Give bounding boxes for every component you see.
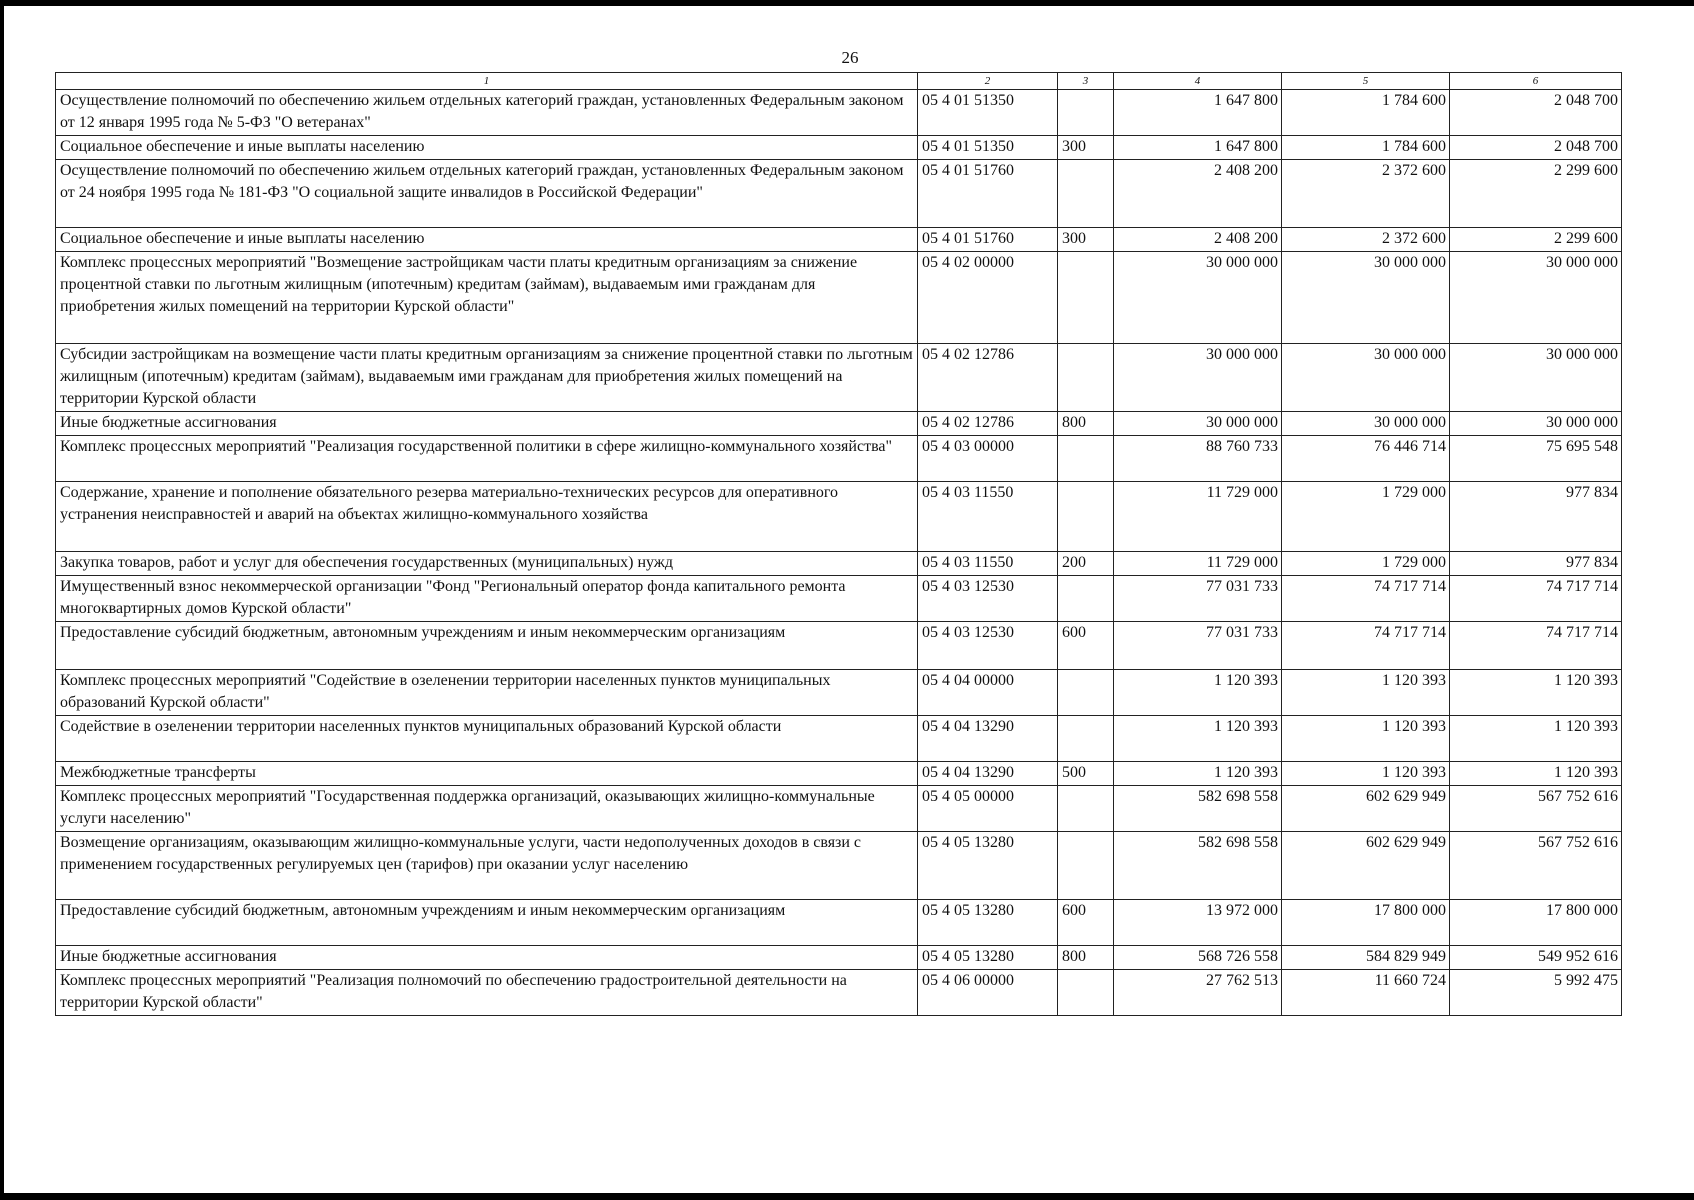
table-row — [56, 228, 1622, 252]
row-value-2: 74 717 714 — [1282, 622, 1450, 670]
row-name: Комплекс процессных мероприятий "Государственная поддержка организаций, оказывающих жилищно-коммунальные услуги населению" — [56, 786, 918, 832]
row-expense-type — [1058, 576, 1114, 622]
row-code: 05 4 05 13280 — [918, 900, 1058, 946]
row-value-3: 30 000 000 — [1450, 412, 1622, 436]
row-expense-type: 200 — [1058, 552, 1114, 576]
column-header: 1 — [56, 73, 918, 90]
row-value-1: 88 760 733 — [1114, 436, 1282, 482]
row-value-1: 568 726 558 — [1114, 946, 1282, 970]
row-value-2: 30 000 000 — [1282, 344, 1450, 412]
row-name: Возмещение организациям, оказывающим жилищно-коммунальные услуги, части недополученных доходов в связи с применением государственных регулируемых цен (тарифов) при оказании услуг населению — [56, 832, 918, 900]
row-value-3: 5 992 475 — [1450, 970, 1622, 1016]
row-value-1: 1 647 800 — [1114, 90, 1282, 136]
row-value-2: 2 372 600 — [1282, 228, 1450, 252]
row-value-3: 567 752 616 — [1450, 832, 1622, 900]
row-value-2: 2 372 600 — [1282, 160, 1450, 228]
row-value-3: 1 120 393 — [1450, 670, 1622, 716]
row-value-2: 30 000 000 — [1282, 252, 1450, 344]
column-header: 6 — [1450, 73, 1622, 90]
row-value-3: 2 299 600 — [1450, 228, 1622, 252]
table-row — [56, 482, 1622, 552]
row-value-1: 582 698 558 — [1114, 786, 1282, 832]
table-row — [56, 716, 1622, 762]
row-code: 05 4 03 12530 — [918, 622, 1058, 670]
page-number: 26 — [841, 48, 859, 67]
row-code: 05 4 02 12786 — [918, 412, 1058, 436]
row-code: 05 4 03 00000 — [918, 436, 1058, 482]
row-value-3: 549 952 616 — [1450, 946, 1622, 970]
row-value-1: 1 120 393 — [1114, 716, 1282, 762]
column-header: 2 — [918, 73, 1058, 90]
row-value-2: 11 660 724 — [1282, 970, 1450, 1016]
row-name: Субсидии застройщикам на возмещение части платы кредитным организациям за снижение процентной ставки по льготным жилищным (ипотечным) кредитам (займам), выдаваемым ими гражданам для приобретения жилых помещений на территории Курской области — [56, 344, 918, 412]
row-name: Комплекс процессных мероприятий "Возмещение застройщикам части платы кредитным организациям за снижение процентной ставки по льготным жилищным (ипотечным) кредитам (займам), выдаваемым ими гражданам для приобретения жилых помещений на территории Курской области" — [56, 252, 918, 344]
table-row — [56, 344, 1622, 412]
row-expense-type: 800 — [1058, 412, 1114, 436]
row-value-1: 11 729 000 — [1114, 482, 1282, 552]
row-value-2: 1 784 600 — [1282, 90, 1450, 136]
row-code: 05 4 03 12530 — [918, 576, 1058, 622]
row-name: Содержание, хранение и пополнение обязательного резерва материально-технических ресурсов для оперативного устранения неисправностей и аварий на объектах жилищно-коммунального хозяйства — [56, 482, 918, 552]
row-expense-type — [1058, 436, 1114, 482]
table-row — [56, 832, 1622, 900]
row-code: 05 4 05 13280 — [918, 946, 1058, 970]
row-value-1: 582 698 558 — [1114, 832, 1282, 900]
row-expense-type: 600 — [1058, 622, 1114, 670]
row-code: 05 4 04 13290 — [918, 716, 1058, 762]
row-value-2: 1 120 393 — [1282, 716, 1450, 762]
table-row — [56, 552, 1622, 576]
table-row — [56, 970, 1622, 1016]
column-header: 5 — [1282, 73, 1450, 90]
row-value-3: 567 752 616 — [1450, 786, 1622, 832]
row-value-1: 30 000 000 — [1114, 252, 1282, 344]
table-row — [56, 160, 1622, 228]
row-code: 05 4 01 51760 — [918, 160, 1058, 228]
row-name: Осуществление полномочий по обеспечению жильем отдельных категорий граждан, установленных Федеральным законом от 24 ноября 1995 года № 181-ФЗ "О социальной защите инвалидов в Российской Федерации" — [56, 160, 918, 228]
row-value-3: 2 048 700 — [1450, 136, 1622, 160]
row-code: 05 4 03 11550 — [918, 482, 1058, 552]
row-value-1: 1 120 393 — [1114, 762, 1282, 786]
table-row — [56, 946, 1622, 970]
row-name: Комплекс процессных мероприятий "Содействие в озеленении территории населенных пунктов муниципальных образований Курской области" — [56, 670, 918, 716]
row-expense-type — [1058, 344, 1114, 412]
table-row — [56, 412, 1622, 436]
row-value-2: 584 829 949 — [1282, 946, 1450, 970]
row-name: Имущественный взнос некоммерческой организации "Фонд "Региональный оператор фонда капитального ремонта многоквартирных домов Курской области" — [56, 576, 918, 622]
row-expense-type — [1058, 160, 1114, 228]
row-value-3: 2 048 700 — [1450, 90, 1622, 136]
row-value-2: 76 446 714 — [1282, 436, 1450, 482]
row-expense-type: 500 — [1058, 762, 1114, 786]
row-value-1: 11 729 000 — [1114, 552, 1282, 576]
row-value-3: 74 717 714 — [1450, 622, 1622, 670]
row-value-1: 13 972 000 — [1114, 900, 1282, 946]
row-expense-type — [1058, 482, 1114, 552]
row-value-3: 75 695 548 — [1450, 436, 1622, 482]
table-row — [56, 762, 1622, 786]
row-code: 05 4 03 11550 — [918, 552, 1058, 576]
row-value-3: 977 834 — [1450, 482, 1622, 552]
row-expense-type — [1058, 786, 1114, 832]
table-row — [56, 136, 1622, 160]
row-code: 05 4 01 51350 — [918, 136, 1058, 160]
row-value-1: 1 647 800 — [1114, 136, 1282, 160]
row-expense-type — [1058, 716, 1114, 762]
row-expense-type — [1058, 252, 1114, 344]
row-value-2: 17 800 000 — [1282, 900, 1450, 946]
table-row — [56, 900, 1622, 946]
row-value-1: 77 031 733 — [1114, 576, 1282, 622]
row-name: Иные бюджетные ассигнования — [56, 946, 918, 970]
row-code: 05 4 02 00000 — [918, 252, 1058, 344]
row-code: 05 4 05 13280 — [918, 832, 1058, 900]
row-value-1: 2 408 200 — [1114, 228, 1282, 252]
row-code: 05 4 04 00000 — [918, 670, 1058, 716]
row-code: 05 4 01 51760 — [918, 228, 1058, 252]
row-expense-type: 600 — [1058, 900, 1114, 946]
budget-table — [55, 72, 1622, 1016]
row-expense-type — [1058, 970, 1114, 1016]
row-name: Комплекс процессных мероприятий "Реализация полномочий по обеспечению градостроительной деятельности на территории Курской области" — [56, 970, 918, 1016]
table-row — [56, 622, 1622, 670]
row-value-1: 27 762 513 — [1114, 970, 1282, 1016]
row-value-3: 30 000 000 — [1450, 344, 1622, 412]
table-row — [56, 670, 1622, 716]
row-name: Социальное обеспечение и иные выплаты населению — [56, 136, 918, 160]
row-value-2: 602 629 949 — [1282, 832, 1450, 900]
column-header: 3 — [1058, 73, 1114, 90]
row-name: Закупка товаров, работ и услуг для обеспечения государственных (муниципальных) нужд — [56, 552, 918, 576]
row-code: 05 4 01 51350 — [918, 90, 1058, 136]
table-row — [56, 252, 1622, 344]
row-name: Предоставление субсидий бюджетным, автономным учреждениям и иным некоммерческим организациям — [56, 622, 918, 670]
scan-border-top — [0, 0, 1694, 6]
row-name: Межбюджетные трансферты — [56, 762, 918, 786]
row-value-2: 74 717 714 — [1282, 576, 1450, 622]
row-value-2: 1 784 600 — [1282, 136, 1450, 160]
row-value-1: 1 120 393 — [1114, 670, 1282, 716]
row-value-3: 2 299 600 — [1450, 160, 1622, 228]
row-value-2: 30 000 000 — [1282, 412, 1450, 436]
scan-border-bottom — [0, 1193, 1694, 1200]
row-value-1: 2 408 200 — [1114, 160, 1282, 228]
row-value-2: 1 120 393 — [1282, 670, 1450, 716]
row-name: Социальное обеспечение и иные выплаты населению — [56, 228, 918, 252]
row-expense-type — [1058, 90, 1114, 136]
row-value-3: 1 120 393 — [1450, 716, 1622, 762]
row-name: Комплекс процессных мероприятий "Реализация государственной политики в сфере жилищно-коммунального хозяйства" — [56, 436, 918, 482]
table-row — [56, 90, 1622, 136]
table-row — [56, 786, 1622, 832]
row-value-1: 77 031 733 — [1114, 622, 1282, 670]
row-value-1: 30 000 000 — [1114, 412, 1282, 436]
column-header: 4 — [1114, 73, 1282, 90]
row-code: 05 4 05 00000 — [918, 786, 1058, 832]
row-value-2: 1 729 000 — [1282, 552, 1450, 576]
row-code: 05 4 06 00000 — [918, 970, 1058, 1016]
row-name: Содействие в озеленении территории населенных пунктов муниципальных образований Курской области — [56, 716, 918, 762]
row-value-3: 17 800 000 — [1450, 900, 1622, 946]
row-expense-type: 300 — [1058, 228, 1114, 252]
row-expense-type: 800 — [1058, 946, 1114, 970]
table-row — [56, 576, 1622, 622]
row-value-2: 1 729 000 — [1282, 482, 1450, 552]
row-expense-type — [1058, 832, 1114, 900]
row-expense-type: 300 — [1058, 136, 1114, 160]
row-code: 05 4 04 13290 — [918, 762, 1058, 786]
row-value-3: 1 120 393 — [1450, 762, 1622, 786]
row-name: Предоставление субсидий бюджетным, автономным учреждениям и иным некоммерческим организациям — [56, 900, 918, 946]
row-value-2: 1 120 393 — [1282, 762, 1450, 786]
row-value-3: 74 717 714 — [1450, 576, 1622, 622]
row-value-2: 602 629 949 — [1282, 786, 1450, 832]
header-row — [56, 73, 1622, 90]
row-code: 05 4 02 12786 — [918, 344, 1058, 412]
table-row — [56, 436, 1622, 482]
row-expense-type — [1058, 670, 1114, 716]
row-name: Иные бюджетные ассигнования — [56, 412, 918, 436]
row-value-3: 30 000 000 — [1450, 252, 1622, 344]
scan-border-left — [0, 0, 4, 1200]
row-value-3: 977 834 — [1450, 552, 1622, 576]
row-name: Осуществление полномочий по обеспечению жильем отдельных категорий граждан, установленных Федеральным законом от 12 января 1995 года № 5-ФЗ "О ветеранах" — [56, 90, 918, 136]
row-value-1: 30 000 000 — [1114, 344, 1282, 412]
